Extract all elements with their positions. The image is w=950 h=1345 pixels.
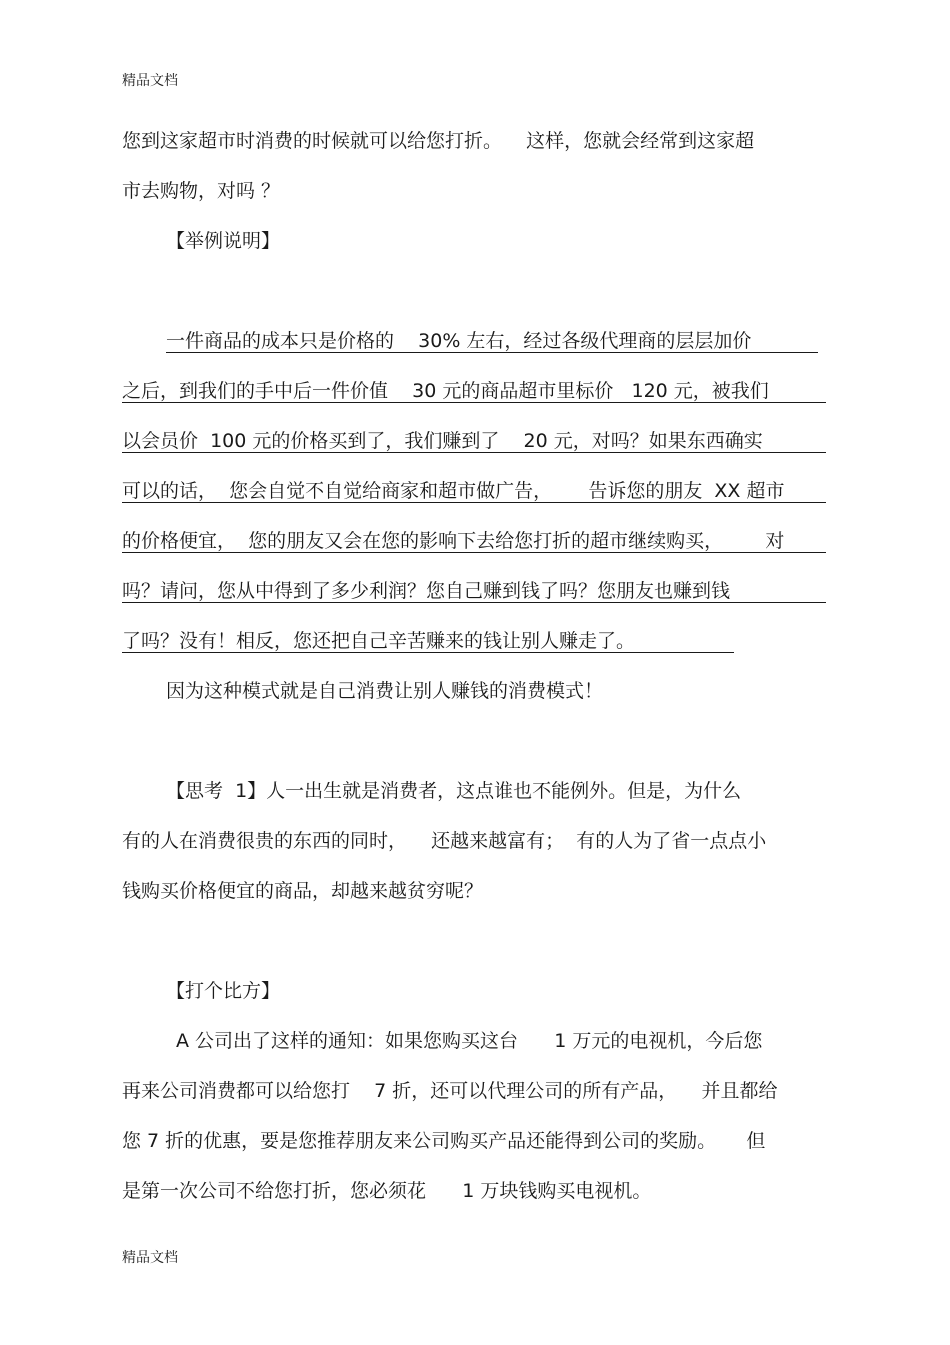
underline-3 [122,452,826,453]
example-line-2: 之后，到我们的手中后一件价值 30 元的商品超市里标价 120 元，被我们 [122,380,769,402]
example-line-5: 的价格便宜， 您的朋友又会在您的影响下去给您打折的超市继续购买， 对 [122,530,785,552]
example-line-7: 了吗？没有！相反，您还把自己辛苦赚来的钱让别人赚走了。 [122,630,636,652]
underline-4 [122,502,826,503]
page-header: 精品文档 [122,73,178,89]
analogy-line-2: 再来公司消费都可以给您打 7 折，还可以代理公司的所有产品， 并且都给 [122,1080,778,1102]
think1-line-3: 钱购买价格便宜的商品，却越来越贫穷呢？ [122,880,484,902]
example-line-4: 可以的话， 您会自觉不自觉给商家和超市做广告， 告诉您的朋友 XX 超市 [122,480,785,502]
example-line-3: 以会员价 100 元的价格买到了，我们赚到了 20 元，对吗？如果东西确实 [122,430,763,452]
example-heading: 【举例说明】 [166,230,281,252]
page-footer: 精品文档 [122,1250,178,1266]
think1-line-2: 有的人在消费很贵的东西的同时， 还越来越富有； 有的人为了省一点点小 [122,830,767,852]
underline-7 [122,652,734,653]
think1-line-1: 【思考 1】人一出生就是消费者，这点谁也不能例外。但是，为什么 [166,780,742,802]
analogy-line-3: 您 7 折的优惠，要是您推荐朋友来公司购买产品还能得到公司的奖励。 但 [122,1130,766,1152]
underline-5 [122,552,826,553]
intro-line-2: 市去购物，对吗 ？ [122,180,281,202]
analogy-line-1: A 公司出了这样的通知：如果您购买这台 1 万元的电视机，今后您 [176,1030,763,1052]
underline-6 [122,602,826,603]
conclusion: 因为这种模式就是自己消费让别人赚钱的消费模式！ [166,680,604,702]
example-line-6: 吗？请问，您从中得到了多少利润？您自己赚到钱了吗？您朋友也赚到钱 [122,580,731,602]
intro-line-1: 您到这家超市时消费的时候就可以给您打折。 这样，您就会经常到这家超 [122,130,755,152]
underline-2 [122,402,826,403]
analogy-line-4: 是第一次公司不给您打折，您必须花 1 万块钱购买电视机。 [122,1180,652,1202]
analogy-heading: 【打个比方】 [166,980,281,1002]
example-line-1: 一件商品的成本只是价格的 30% 左右，经过各级代理商的层层加价 [166,330,752,352]
underline-1 [166,352,818,353]
